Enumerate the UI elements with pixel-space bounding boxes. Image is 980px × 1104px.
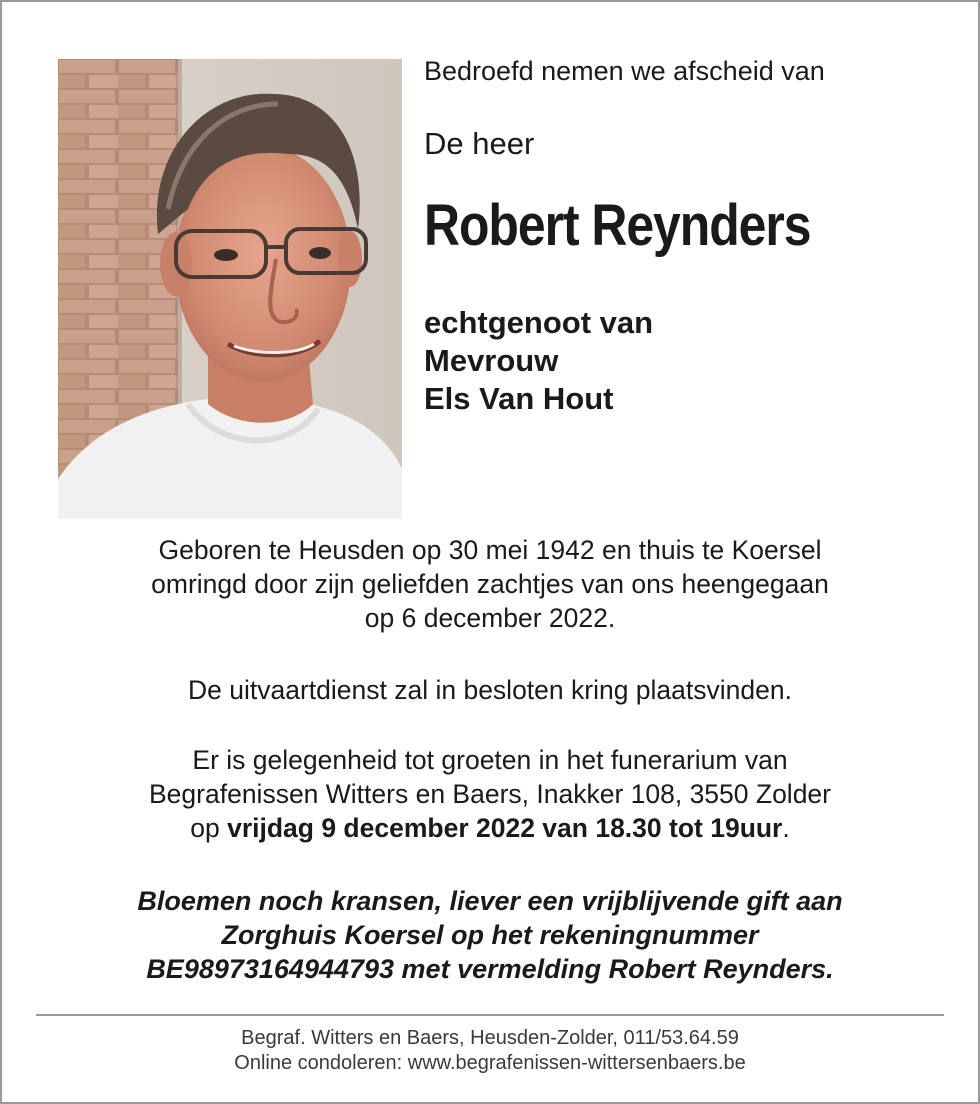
spouse-line: echtgenoot van xyxy=(424,305,654,340)
text-line: Geboren te Heusden op 30 mei 1942 en thuis te Koersel xyxy=(158,535,822,565)
text-line: op 6 december 2022. xyxy=(364,603,616,633)
footer-divider xyxy=(36,1014,944,1016)
text-line: De uitvaartdienst zal in besloten kring plaatsvinden. xyxy=(188,675,792,705)
footer-condolence-link[interactable]: Online condoleren: www.begrafenissen-wittersenbaers.be xyxy=(234,1052,746,1074)
text-line: BE98973164944793 met vermelding Robert Reynders. xyxy=(146,954,834,984)
text-line: omringd door zijn geliefden zachtjes van ons heengegaan xyxy=(151,569,829,599)
service-paragraph xyxy=(0,673,980,707)
text-line: Bloemen noch kransen, liever een vrijblijvende gift aan xyxy=(137,886,843,916)
visitation-paragraph xyxy=(0,743,980,845)
intro-text: Bedroefd nemen we afscheid van xyxy=(424,56,825,86)
deceased-name: Robert Reynders xyxy=(424,193,811,258)
salutation: De heer xyxy=(424,126,535,161)
text-line: Zorghuis Koersel op het rekeningnummer xyxy=(221,920,759,950)
portrait-photo xyxy=(58,59,402,519)
visit-prefix: op xyxy=(190,813,228,843)
spouse-line: Mevrouw xyxy=(424,343,559,378)
flowers-paragraph xyxy=(0,884,980,986)
visit-suffix: . xyxy=(782,813,790,843)
text-line: Begrafenissen Witters en Baers, Inakker 108, 3550 Zolder xyxy=(149,779,831,809)
footer-contact: Begraf. Witters en Baers, Heusden-Zolder, 011/53.64.59 xyxy=(241,1027,739,1049)
visit-datetime: vrijdag 9 december 2022 van 18.30 tot 19uur xyxy=(227,813,783,843)
birth-death-paragraph xyxy=(0,533,980,635)
text-line: Er is gelegenheid tot groeten in het funerarium van xyxy=(192,745,788,775)
text-line xyxy=(0,811,980,845)
spouse-line: Els Van Hout xyxy=(424,381,614,416)
spouse-block xyxy=(424,304,653,418)
